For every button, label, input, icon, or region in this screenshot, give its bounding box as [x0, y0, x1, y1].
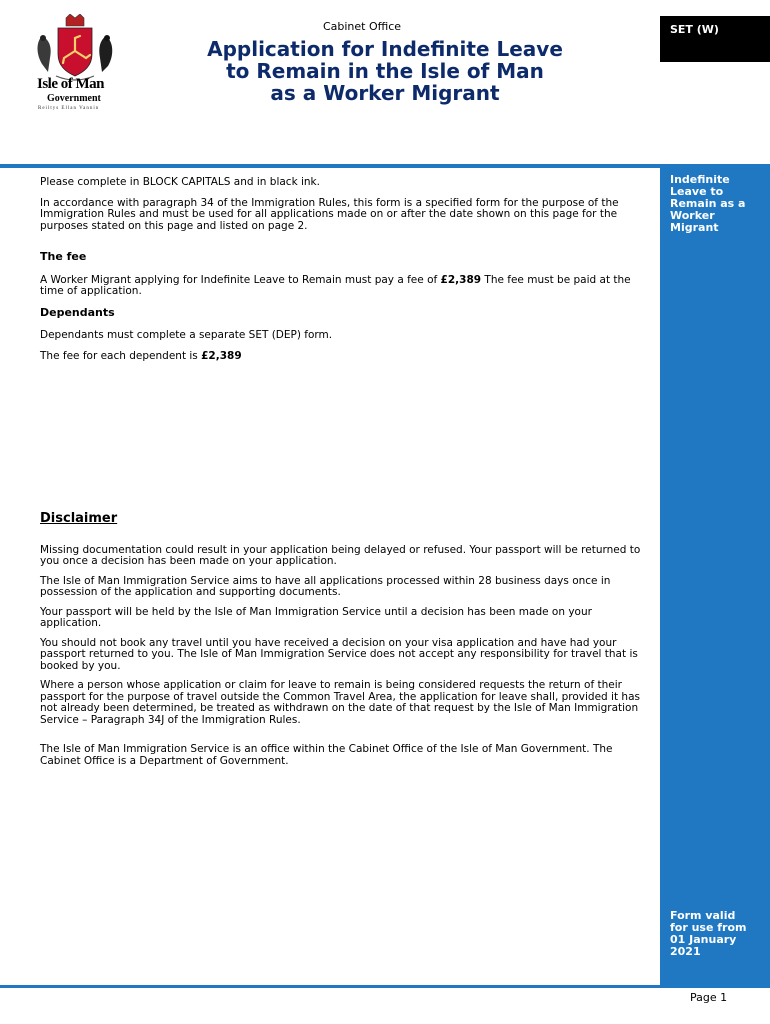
logo-subtitle: Government	[47, 93, 101, 104]
disclaimer-section	[40, 513, 645, 775]
bottom-divider	[0, 985, 770, 988]
logo-manx-text: Reiltys Ellan Vannin	[38, 106, 100, 111]
sidebar-valid-from: Form valid for use from 01 January 2021	[670, 909, 747, 958]
accordance-text: In accordance with paragraph 34 of the Immigration Rules, this form is a specified form for the purpose of the Immigration Rules and must be used for all applications made on or after the date shown on this page for the purposes stated on this page and listed on page 2.	[40, 196, 619, 232]
disclaimer-paragraph: You should not book any travel until you have received a decision on your visa application and have had your passport returned to you. The Isle of Man Immigration Service does not accept any responsibility for travel that is booked by you.	[40, 636, 638, 672]
disclaimer-paragraph: The Isle of Man Immigration Service aims to have all applications processed within 28 business days once in possession of the application and supporting documents.	[40, 574, 611, 598]
title-line-3: as a Worker Migrant	[270, 81, 500, 105]
fee-heading: The fee	[40, 250, 87, 263]
disclaimer-paragraph: Missing documentation could result in your application being delayed or refused. Your passport will be returned to you once a decision has been made on your application.	[40, 543, 641, 567]
top-divider	[0, 164, 770, 168]
title-line-1: Application for Indefinite Leave	[207, 37, 563, 61]
form-code: SET (W)	[670, 23, 719, 36]
fee-text-lead: A Worker Migrant applying for Indefinite Leave to Remain must pay a fee of	[40, 273, 441, 286]
page-number: Page 1	[690, 991, 728, 1004]
dependant-fee-amount: £2,389	[201, 349, 242, 362]
sidebar-form-purpose: Indefinite Leave to Remain as a Worker Migrant	[670, 173, 746, 234]
disclaimer-heading: Disclaimer	[40, 511, 118, 526]
fee-amount: £2,389	[440, 273, 482, 286]
instruction-text: Please complete in BLOCK CAPITALS and in black ink.	[40, 176, 320, 188]
disclaimer-paragraph: The Isle of Man Immigration Service is an office within the Cabinet Office of the Isle of Man Government. The Cabinet Office is a Department of Government.	[40, 743, 613, 767]
fee-text-tail: The fee must be paid at the time of application.	[40, 273, 631, 297]
title-line-2: to Remain in the Isle of Man	[226, 59, 544, 83]
form-code-badge	[660, 16, 770, 62]
fee-text	[40, 275, 645, 298]
disclaimer-paragraph: Your passport will be held by the Isle of Man Immigration Service until a decision has been made on your application.	[40, 605, 592, 629]
dependant-fee-text	[40, 351, 645, 363]
sidebar-panel	[660, 164, 770, 988]
document-title	[180, 38, 590, 104]
disclaimer-paragraph: Where a person whose application or claim for leave to remain is being considered requests the return of their passport for the purpose of travel outside the Common Travel Area, the application for leave shall, provided it has not already been determined, be treated as withdrawn on the date of that request by the Isle of Man Immigration Service – Paragraph 34J of the Immigration Rules.	[40, 679, 640, 726]
logo-wordmark: Isle of Man	[37, 76, 104, 92]
dependants-heading: Dependants	[40, 305, 115, 319]
department-label: Cabinet Office	[322, 20, 402, 33]
dependants-text: Dependants must complete a separate SET (DEP) form.	[40, 329, 333, 341]
main-content	[40, 177, 645, 371]
dependant-fee-lead: The fee for each dependent is	[40, 349, 202, 362]
